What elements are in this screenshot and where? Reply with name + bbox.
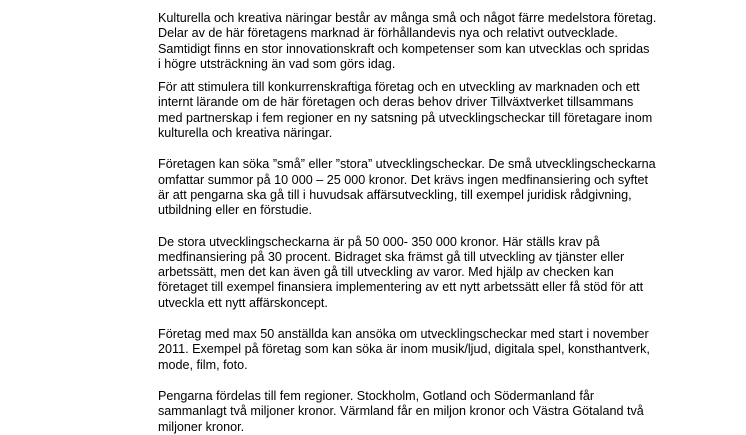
text-line: internt lärande om de här företagen och deras behov driver Tillväxtverket tillsammans [158, 95, 634, 110]
paragraph-spacer [158, 72, 718, 80]
text-line: arbetssätt, men det kan även gå till utveckling av varor. Med hjälp av checken kan [158, 265, 614, 280]
text-line: med partnerskap i fem regioner en ny satsning på utvecklingscheckar till företagare inom [158, 110, 653, 125]
text-line: De stora utvecklingscheckarna är på 50 000- 350 000 kronor. Här ställs krav på [158, 234, 600, 249]
paragraph-distribution [158, 389, 718, 435]
paragraph-spacer [158, 219, 718, 235]
text-line: i högre utsträckning än vad som görs idag. [158, 56, 396, 71]
text-line: Kulturella och kreativa näringar består av många små och något färre medelstora företag. [158, 11, 657, 25]
paragraph-small-checks [158, 157, 718, 218]
text-line: mode, film, foto. [158, 357, 248, 372]
paragraph-spacer [158, 311, 718, 327]
text-line: miljoner kronor. [158, 419, 245, 434]
text-line: För att stimulera till konkurrenskraftiga företag och en utveckling av marknaden och ett [158, 80, 640, 95]
text-line: är att pengarna ska gå till i huvudsak affärsutveckling, till exempel juridisk rådgivning, [158, 187, 632, 202]
text-line: 2011. Exempel på företag som kan söka är inom musik/ljud, digitala spel, konsthantverk, [158, 342, 650, 357]
text-line: Samtidigt finns en stor innovationskraft och kompetenser som kan utvecklas och spridas [158, 41, 650, 56]
text-line: kulturella och kreativa näringar. [158, 126, 333, 141]
text-line: företaget till exempel finansiera implementering av ett nytt arbetssätt eller få stöd för att [158, 280, 644, 295]
paragraph-large-checks [158, 235, 718, 311]
text-line: utbildning eller en förstudie. [158, 203, 313, 218]
paragraph-initiative [158, 80, 718, 141]
paragraph-intro [158, 11, 718, 72]
paragraph-spacer [158, 373, 718, 389]
text-line: Företag med max 50 anställda kan ansöka om utvecklingscheckar med start i november [158, 327, 649, 342]
text-line: medfinansiering på 30 procent. Bidraget ska främst gå till utveckling av tjänster eller [158, 249, 625, 264]
paragraph-spacer [158, 141, 718, 157]
text-line: Företagen kan söka ”små” eller ”stora” utvecklingscheckar. De små utvecklingscheckarna [158, 157, 656, 172]
paragraph-eligibility [158, 327, 718, 373]
text-line: utveckla ett nytt affärskoncept. [158, 295, 328, 310]
document-body [158, 11, 718, 435]
text-line: sammanlagt två miljoner kronor. Värmland får en miljon kronor och Västra Götaland två [158, 404, 644, 419]
text-line: Pengarna fördelas till fem regioner. Stockholm, Gotland och Södermanland får [158, 388, 595, 403]
text-line: omfattar summor på 10 000 – 25 000 kronor. Det krävs ingen medfinansiering och syftet [158, 172, 649, 187]
text-line: Delar av de här företagens marknad är förhållandevis nya och relativt outvecklade. [158, 26, 618, 41]
